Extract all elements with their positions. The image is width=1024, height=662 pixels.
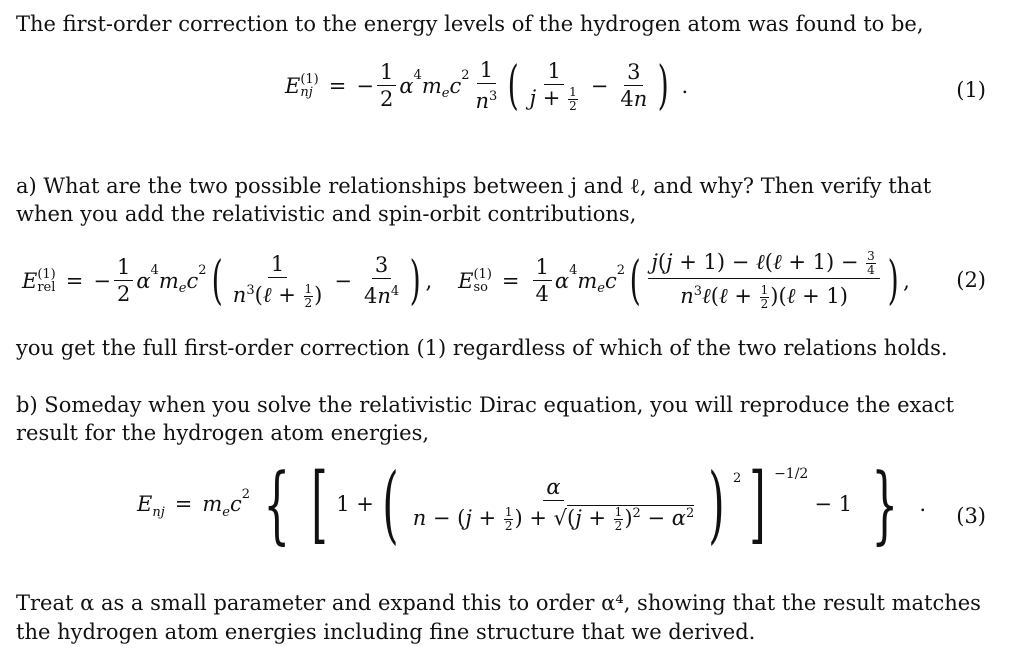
part-a-line-2: when you add the relativistic and spin-orbit contributions, bbox=[16, 202, 637, 226]
final-line-2: the hydrogen atom energies including fine structure that we derived. bbox=[16, 620, 756, 644]
equation-1-number: (1) bbox=[956, 78, 986, 102]
intro-text: The first-order correction to the energy levels of the hydrogen atom was found to be, bbox=[16, 12, 924, 36]
equation-3-number: (3) bbox=[956, 504, 986, 528]
part-a-line-1: a) What are the two possible relationships between j and ℓ, and why? Then verify that bbox=[16, 174, 932, 198]
equation-2-number: (2) bbox=[956, 268, 986, 292]
final-line-1: Treat α as a small parameter and expand this to order α⁴, showing that the result matches bbox=[16, 591, 981, 615]
part-b-line-1: b) Someday when you solve the relativistic Dirac equation, you will reproduce the exact bbox=[16, 393, 955, 417]
part-a-line-3: you get the full first-order correction (1) regardless of which of the two relations holds. bbox=[16, 336, 948, 360]
part-b-line-2: result for the hydrogen atom energies, bbox=[16, 421, 430, 445]
